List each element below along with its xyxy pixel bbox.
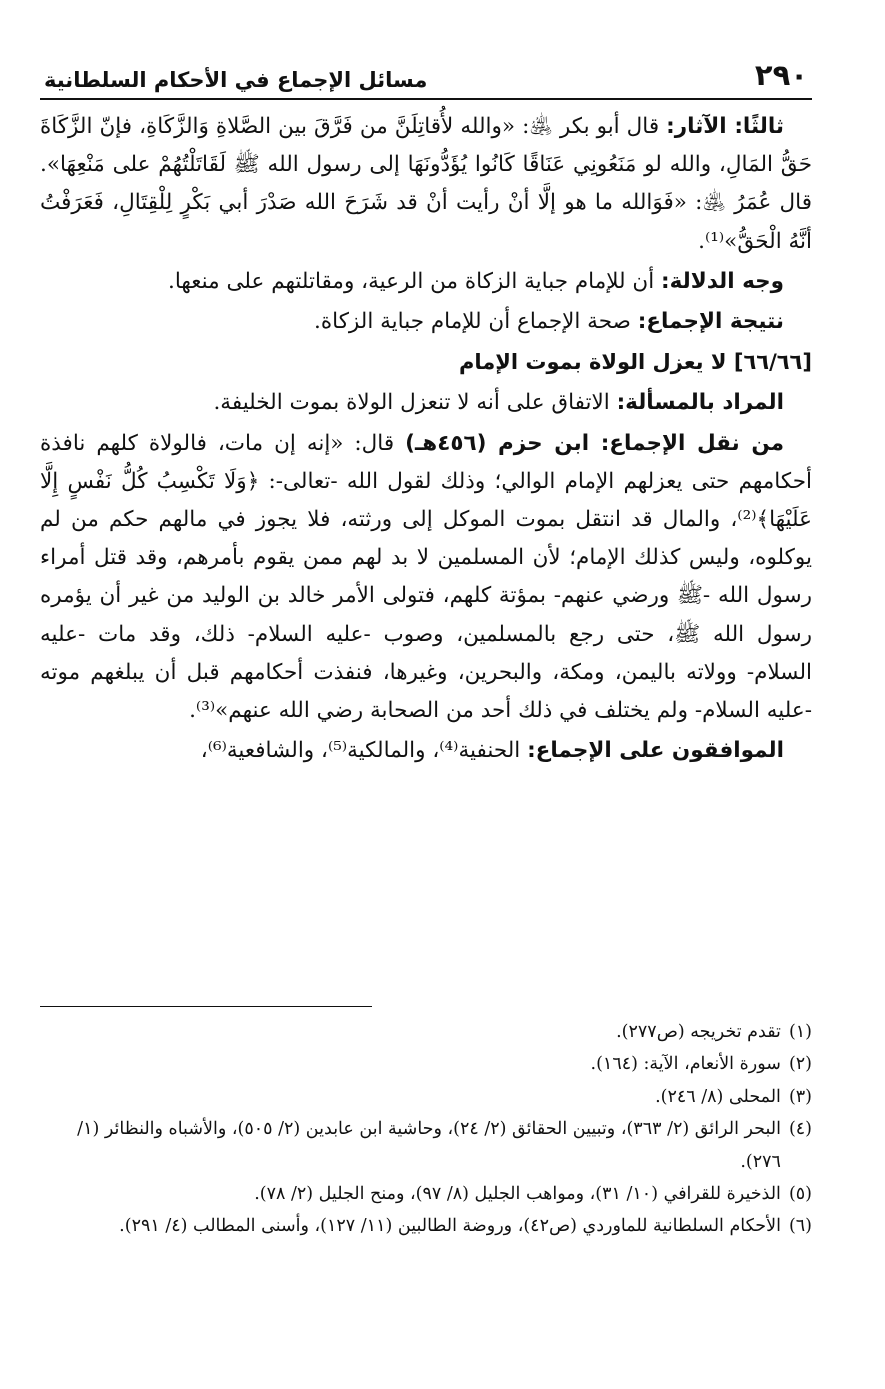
paragraph-lead: وجه الدلالة: [661,268,784,294]
main-text [40,108,812,770]
page-header [40,58,812,100]
footnote-number: (٦) [788,1216,812,1237]
footnote-text: الذخيرة للقرافي (١٠/ ٣١)، ومواهب الجليل (٨/ ٩٧)، ومنح الجليل (٢/ ٧٨). [254,1184,781,1205]
footnote-number: (٣) [788,1086,812,1107]
footnotes [40,1016,812,1243]
footnote-number: (١) [788,1022,812,1042]
footnote [40,1210,812,1242]
footnote-text: البحر الرائق (٢/ ٣٦٣)، وتبيين الحقائق (٢/ ٢٤)، وحاشية ابن عابدين (٢/ ٥٠٥)، والأشباه والنظائر (١/ ٢٧٦). [77,1119,781,1172]
footnote-text: سورة الأنعام، الآية: (١٦٤). [590,1054,781,1075]
paragraph-lead: المراد بالمسألة: [616,390,784,416]
footnote-number: (٢) [788,1054,812,1075]
paragraph-lead: نتيجة الإجماع: [637,309,784,335]
footnote-separator [40,1006,372,1007]
paragraph-murad [40,384,812,422]
paragraph-text: الحنفية⁽⁴⁾، والمالكية⁽⁵⁾، والشافعية⁽⁶⁾، [200,738,521,764]
footnote [40,1048,812,1080]
section-title: [٦٦/٦٦] لا يعزل الولاة بموت الإمام [458,350,812,375]
paragraph-text: أن للإمام جباية الزكاة من الرعية، ومقاتلتهم على منعها. [167,268,655,294]
paragraph-dalala [40,263,812,301]
footnote-number: (٥) [788,1184,812,1205]
footnote-number: (٤) [788,1119,812,1140]
footnote-text: تقدم تخريجه (ص٢٧٧). [616,1022,781,1042]
footnote-text: الأحكام السلطانية للماوردي (ص٤٢)، وروضة الطالبين (١١/ ١٢٧)، وأسنى المطالب (٤/ ٢٩١). [119,1216,781,1237]
paragraph-natija [40,303,812,341]
footnote-text: المحلى (٨/ ٢٤٦). [655,1086,781,1107]
paragraph-lead: من نقل الإجماع: ابن حزم (٤٥٦هـ) [405,430,785,456]
paragraph-text: قال أبو بكر ﵁: «والله لأُقاتِلَنَّ من فَرَّقَ بين الصَّلاةِ وَالزَّكَاةِ، فإنّ الزَّكَاةَ حَقُّ المَالِ، والله لو مَنَعُونِي عَنَاقًا كَانُوا يُؤَدُّونَهَا إلى رسول الله ﷺ لَقَاتَلْتُهُمْ على مَنْعِهَا». قال عُمَرُ ﵁: «فَوَالله ما هو إلَّا أنْ رأيت أنْ قد شَرَحَ الله صَدْرَ أبي بَكْرٍ لِلْقِتَالِ، فَعَرَفْتُ أنَّهُ الْحَقُّ»⁽¹⁾. [40,114,812,254]
footnote [40,1178,812,1210]
page-number: ٢٩٠ [754,58,808,92]
paragraph-naql [40,425,812,731]
page [40,58,812,770]
paragraph-text: قال: «إنه إن مات، فالولاة كلهم نافذة أحكامهم حتى يعزلهم الإمام الوالي؛ وذلك لقول الله -تعالى-: ﴿وَلَا تَكْسِبُ كُلُّ نَفْسٍ إِلَّا عَلَيْهَا﴾⁽²⁾، والمال قد انتقل بموت الموكل إلى ورثته، فلا يجوز في مالهم حكم من لم يوكلوه، وليس كذلك الإمام؛ لأن المسلمين لا بد لهم ممن يقوم بأمرهم، وقد قتل أمراء رسول الله -ﷺ ورضي عنهم- بمؤتة كلهم، فتولى الأمر خالد بن الوليد من غير أن يؤمره رسول الله ﷺ، حتى رجع بالمسلمين، وصوب -عليه السلام- ذلك، وقد مات -عليه السلام- وولاته باليمن، ومكة، والبحرين، وغيرها، فنفذت أحكامهم قبل أن يبلغهم موته -عليه السلام- ولم يختلف في ذلك أحد من الصحابة رضي الله عنهم»⁽³⁾. [40,430,812,724]
paragraph-athar [40,108,812,261]
section-heading [40,343,812,382]
paragraph-lead: الموافقون على الإجماع: [527,738,784,764]
paragraph-text: الاتفاق على أنه لا تنعزل الولاة بموت الخليفة. [213,390,610,416]
footnote [40,1113,812,1178]
paragraph-muwafiqun [40,732,812,770]
paragraph-lead: ثالثًا: الآثار: [666,114,784,139]
paragraph-text: صحة الإجماع أن للإمام جباية الزكاة. [314,309,631,335]
footnote [40,1016,812,1048]
footnote [40,1081,812,1113]
running-title: مسائل الإجماع في الأحكام السلطانية [44,68,428,92]
